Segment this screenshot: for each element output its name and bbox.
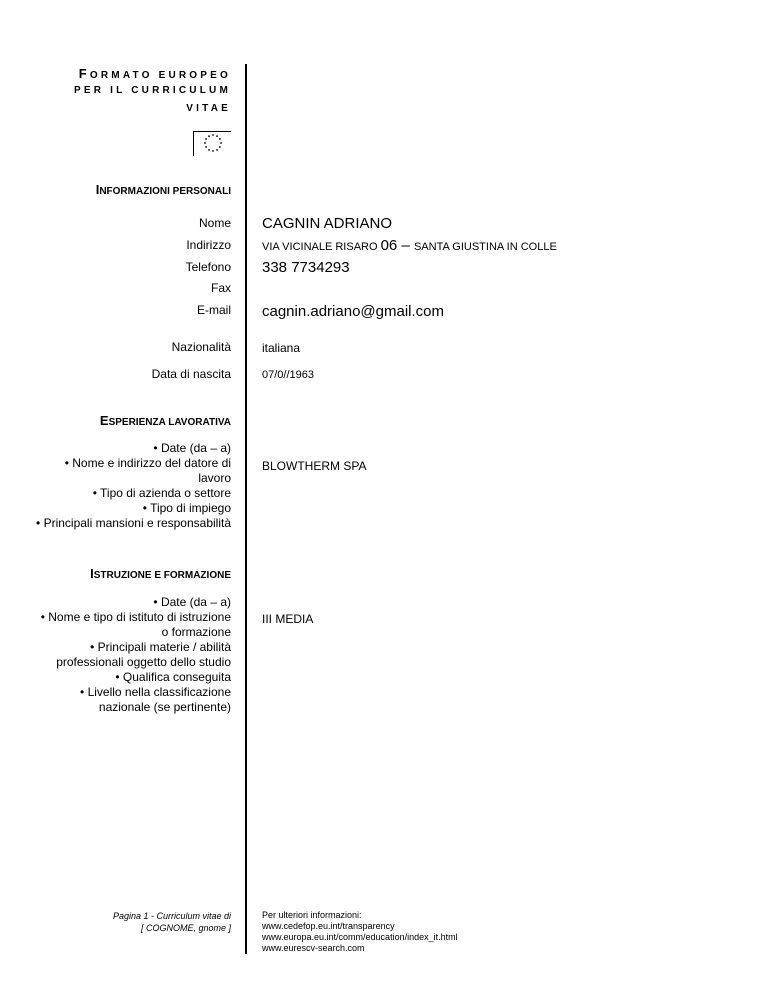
footer-link-eurescv[interactable]: www.eurescv-search.com — [262, 943, 365, 953]
section-education: ISTRUZIONE E FORMAZIONE — [90, 566, 231, 581]
value-indirizzo: VIA VICINALE RISARO 06 – SANTA GIUSTINA IN COLLE — [262, 237, 557, 254]
work-label-employer-cont: lavoro — [198, 471, 231, 485]
edu-label-subjects-cont: professionali oggetto dello studio — [56, 655, 231, 669]
footer-page-info — [113, 910, 231, 934]
value-telefono: 338 7734293 — [262, 259, 350, 276]
work-label-sector: • Tipo di azienda o settore — [92, 486, 231, 500]
footer-info-heading: Per ulteriori informazioni: — [262, 910, 362, 920]
work-label-employer: • Nome e indirizzo del datore di — [64, 456, 231, 470]
edu-label-subjects: • Principali materie / abilità — [90, 640, 231, 654]
edu-label-qualification: • Qualifica conseguita — [115, 670, 231, 684]
edu-label-level-cont: nazionale (se pertinente) — [98, 700, 231, 714]
label-data-nascita: Data di nascita — [151, 367, 231, 381]
work-label-date: • Date (da – a) — [153, 441, 231, 455]
value-nazionalita: italiana — [262, 341, 301, 355]
footer-link-europa[interactable]: www.europa.eu.int/comm/education/index_it.html — [262, 932, 458, 942]
value-email: cagnin.adriano@gmail.com — [262, 303, 444, 320]
label-telefono: Telefono — [185, 260, 231, 274]
education-labels — [1, 595, 231, 715]
edu-label-institute: • Nome e tipo di istituto di istruzione — [40, 610, 231, 624]
title-line-2: PER IL CURRICULUM — [74, 85, 231, 96]
value-nome: CAGNIN ADRIANO — [262, 215, 393, 232]
value-institute: III MEDIA — [262, 612, 314, 626]
label-nazionalita: Nazionalità — [171, 340, 231, 354]
label-indirizzo: Indirizzo — [186, 238, 231, 252]
section-personal-info: INFORMAZIONI PERSONALI — [95, 182, 231, 197]
edu-label-institute-cont: o formazione — [161, 625, 231, 639]
vertical-divider — [245, 64, 247, 954]
footer-page-line-2: [ COGNOME, gnome ] — [140, 923, 231, 933]
value-employer: BLOWTHERM SPA — [262, 459, 367, 473]
value-data-nascita: 07/0//1963 — [262, 369, 314, 381]
work-labels — [1, 441, 231, 531]
title-line-1: FORMATO EUROPEO — [78, 66, 231, 81]
eu-flag-icon — [193, 131, 231, 156]
label-nome: Nome — [198, 216, 231, 230]
work-label-duties: • Principali mansioni e responsabilità — [36, 516, 231, 530]
label-email: E-mail — [196, 303, 231, 317]
edu-label-date: • Date (da – a) — [153, 595, 231, 609]
work-label-job-type: • Tipo di impiego — [142, 501, 231, 515]
footer-links — [262, 910, 458, 954]
footer-link-cedefop[interactable]: www.cedefop.eu.int/transparency — [262, 921, 395, 931]
title-line-3: VITAE — [186, 103, 231, 114]
edu-label-level: • Livello nella classificazione — [80, 685, 231, 699]
section-work-experience: ESPERIENZA LAVORATIVA — [99, 413, 231, 428]
label-fax: Fax — [210, 281, 231, 295]
footer-page-line-1: Pagina 1 - Curriculum vitae di — [112, 911, 231, 921]
